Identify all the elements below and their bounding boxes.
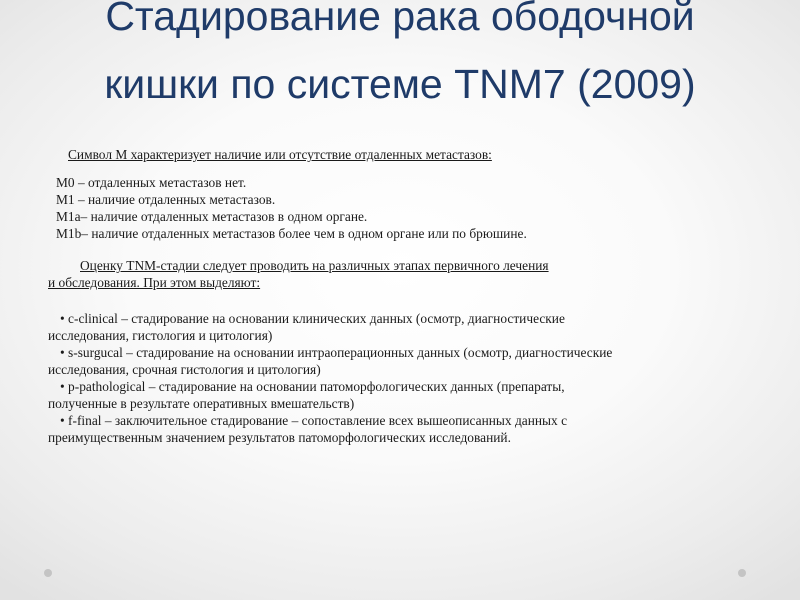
m-item-m1: M1 – наличие отдаленных метастазов. xyxy=(56,192,276,207)
corner-dot-right xyxy=(738,569,746,577)
slide-title xyxy=(0,0,800,118)
bullet-p-pathological-cont: полученные в результате оперативных вмешательств) xyxy=(48,396,355,411)
bullet-c-clinical-cont: исследования, гистология и цитология) xyxy=(48,328,273,343)
intro-text: Символ М характеризует наличие или отсутствие отдаленных метастазов: xyxy=(68,147,492,162)
bullet-c-clinical: • c-clinical – стадирование на основании клинических данных (осмотр, диагностические xyxy=(60,311,565,326)
bullet-f-final: • f-final – заключительное стадирование – сопоставление всех вышеописанных данных с xyxy=(60,413,568,428)
assessment-line-2: и обследования. При этом выделяют: xyxy=(48,275,261,290)
bullet-f-final-cont: преимущественным значением результатов патоморфологических исследований. xyxy=(48,430,511,445)
slide-title-line-1: Стадирование рака ободочной xyxy=(105,0,695,39)
bullet-s-surgical: • s-surgucal – стадирование на основании интраоперационных данных (осмотр, диагностические xyxy=(60,345,613,360)
corner-dot-left xyxy=(44,569,52,577)
slide-body xyxy=(48,146,758,446)
slide-title-line-2: кишки по системе TNM7 (2009) xyxy=(104,61,696,107)
assessment-line-1: Оценку TNM-стадии следует проводить на различных этапах первичного лечения xyxy=(80,258,549,273)
bullet-p-pathological: • p-pathological – стадирование на основании патоморфологических данных (препараты, xyxy=(60,379,565,394)
m-item-m1a: M1a– наличие отдаленных метастазов в одном органе. xyxy=(56,209,368,224)
bullet-s-surgical-cont: исследования, срочная гистология и цитология) xyxy=(48,362,321,377)
m-item-m1b: M1b– наличие отдаленных метастазов более чем в одном органе или по брюшине. xyxy=(56,226,527,241)
m-item-m0: M0 – отдаленных метастазов нет. xyxy=(56,175,247,190)
